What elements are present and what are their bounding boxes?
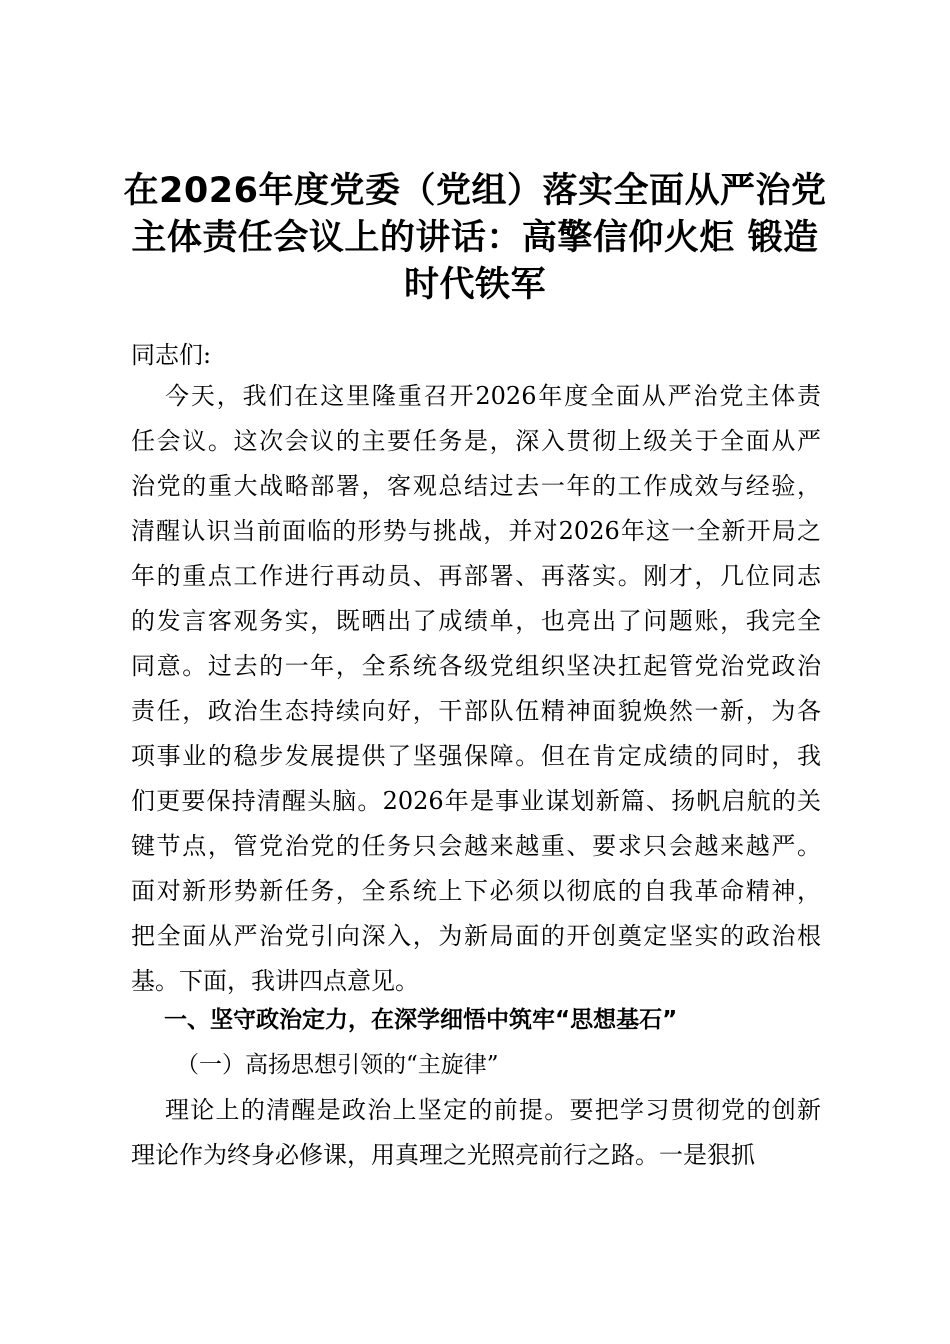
paragraph-line: 任会议。这次会议的主要任务是，深入贯彻上级关于全面从严 [131,427,821,455]
title-line-1: 在2026年度党委（党组）落实全面从严治党 [123,171,827,211]
paragraph-line: 责任，政治生态持续向好，干部队伍精神面貌焕然一新，为各 [131,697,821,725]
title-line-3: 时代铁军 [403,265,546,305]
paragraph-line: 今天，我们在这里隆重召开2026年度全面从严治党主体责 [165,382,821,410]
paragraph-line: 把全面从严治党引向深入，为新局面的开创奠定坚实的政治根 [131,922,821,950]
paragraph-line: 治党的重大战略部署，客观总结过去一年的工作成效与经验， [131,472,821,500]
paragraph-line: 清醒认识当前面临的形势与挑战，并对2026年这一全新开局之 [131,517,821,545]
paragraph-line: 理论作为终身必修课，用真理之光照亮前行之路。一是狠抓 [131,1141,755,1169]
document-title [120,168,830,309]
intro-paragraph [131,374,821,1004]
paragraph-line: 理论上的清醒是政治上坚定的前提。要把学习贯彻党的创新 [165,1096,821,1124]
paragraph-line: 项事业的稳步发展提供了坚强保障。但在肯定成绩的同时，我 [131,742,821,770]
paragraph-line: 面对新形势新任务，全系统上下必须以彻底的自我革命精神， [131,877,821,905]
section-heading: 一、坚守政治定力，在深学细悟中筑牢“思想基石” [164,1007,678,1033]
subsection-heading: （一）高扬思想引领的“主旋律” [176,1052,499,1078]
paragraph-line: 同意。过去的一年，全系统各级党组织坚决扛起管党治党政治 [131,652,821,680]
paragraph-line: 的发言客观务实，既晒出了成绩单，也亮出了问题账，我完全 [131,607,821,635]
paragraph-line: 们更要保持清醒头脑。2026年是事业谋划新篇、扬帆启航的关 [131,787,821,815]
paragraph-line: 基。下面，我讲四点意见。 [131,967,419,995]
paragraph-line: 键节点，管党治党的任务只会越来越重、要求只会越来越严。 [131,832,821,860]
title-line-2: 主体责任会议上的讲话：高擎信仰火炬 锻造 [131,218,819,258]
greeting: 同志们: [131,341,212,369]
body-paragraph [131,1088,821,1178]
paragraph-line: 年的重点工作进行再动员、再部署、再落实。刚才，几位同志 [131,562,821,590]
